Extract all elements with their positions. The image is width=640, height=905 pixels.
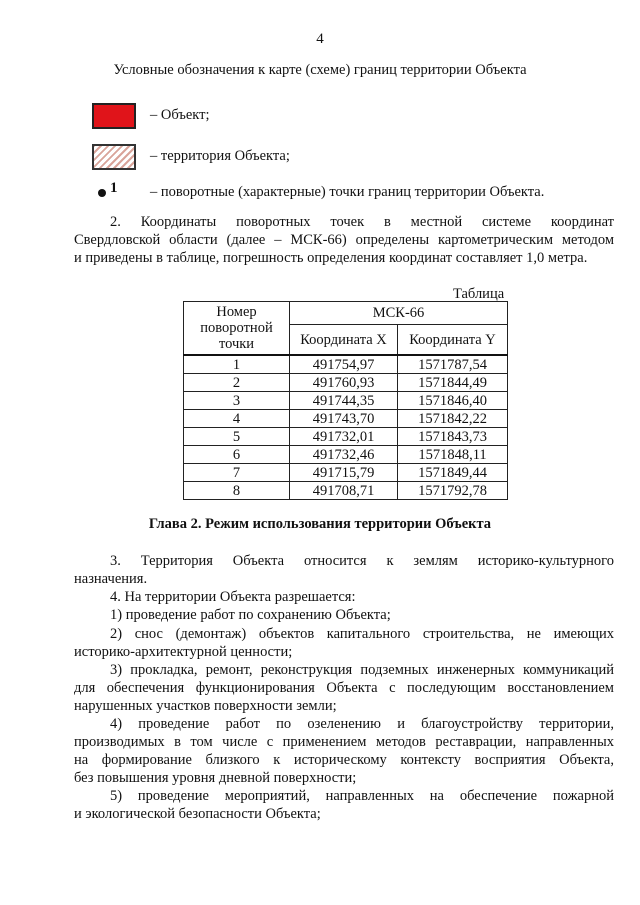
cell-y: 1571849,44 bbox=[398, 464, 508, 482]
cell-y: 1571842,22 bbox=[398, 410, 508, 428]
item4-line-2: производимых в том числе с применением методов реставрации, направленных bbox=[74, 734, 614, 750]
cell-number: 2 bbox=[184, 374, 290, 392]
item1: 1) проведение работ по сохранению Объекта; bbox=[110, 607, 391, 623]
cell-y: 1571787,54 bbox=[398, 355, 508, 374]
table-row bbox=[184, 428, 508, 446]
cell-x: 491715,79 bbox=[290, 464, 398, 482]
para4: 4. На территории Объекта разрешается: bbox=[110, 589, 356, 605]
cell-x: 491743,70 bbox=[290, 410, 398, 428]
item3-line-1: 3) прокладка, ремонт, реконструкция подземных инженерных коммуникаций bbox=[110, 662, 614, 678]
item3-line-2: для обеспечения функционирования Объекта с последующим восстановлением bbox=[74, 680, 614, 696]
cell-number: 5 bbox=[184, 428, 290, 446]
cell-number: 4 bbox=[184, 410, 290, 428]
table-row bbox=[184, 374, 508, 392]
item3-line-3: нарушенных участков поверхности земли; bbox=[74, 698, 337, 714]
page-number: 4 bbox=[316, 31, 324, 47]
chapter-title: Глава 2. Режим использования территории Объекта bbox=[148, 516, 492, 532]
cell-number: 3 bbox=[184, 392, 290, 410]
cell-x: 491754,97 bbox=[290, 355, 398, 374]
cell-number: 6 bbox=[184, 446, 290, 464]
item5-line-2: и экологической безопасности Объекта; bbox=[74, 806, 321, 822]
point-marker-label: 1 bbox=[110, 180, 118, 196]
cell-number: 7 bbox=[184, 464, 290, 482]
item2-line-2: историко-архитектурной ценности; bbox=[74, 644, 293, 660]
cell-x: 491708,71 bbox=[290, 482, 398, 500]
cell-x: 491732,01 bbox=[290, 428, 398, 446]
item4-line-4: без повышения уровня дневной поверхности; bbox=[74, 770, 357, 786]
section2-line-3: и приведены в таблице, погрешность определения координат составляет 1,0 метра. bbox=[74, 250, 588, 266]
coordinates-table bbox=[183, 301, 508, 500]
cell-y: 1571792,78 bbox=[398, 482, 508, 500]
territory-symbol bbox=[92, 144, 136, 170]
table-row bbox=[184, 464, 508, 482]
para3-line-1: 3. Территория Объекта относится к землям историко-культурного bbox=[110, 553, 614, 569]
section2-line-1: 2. Координаты поворотных точек в местной системе координат bbox=[110, 214, 614, 230]
table-row bbox=[184, 355, 508, 374]
table-row bbox=[184, 446, 508, 464]
cell-y: 1571848,11 bbox=[398, 446, 508, 464]
legend-heading: Условные обозначения к карте (схеме) границ территории Объекта bbox=[113, 62, 527, 78]
para3-line-2: назначения. bbox=[74, 571, 148, 587]
cell-y: 1571843,73 bbox=[398, 428, 508, 446]
legend-text-point: – поворотные (характерные) точки границ территории Объекта. bbox=[150, 184, 545, 200]
item5-line-1: 5) проведение мероприятий, направленных на обеспечение пожарной bbox=[110, 788, 614, 804]
point-marker-icon bbox=[98, 189, 106, 197]
legend-text-object: – Объект; bbox=[150, 107, 210, 123]
item4-line-1: 4) проведение работ по озеленению и благоустройству территории, bbox=[110, 716, 614, 732]
cell-x: 491744,35 bbox=[290, 392, 398, 410]
cell-number: 1 bbox=[184, 355, 290, 374]
cell-x: 491760,93 bbox=[290, 374, 398, 392]
table-row bbox=[184, 482, 508, 500]
cell-x: 491732,46 bbox=[290, 446, 398, 464]
item2-line-1: 2) снос (демонтаж) объектов капитального строительства, не имеющих bbox=[110, 626, 614, 642]
col-header-msk66: МСК-66 bbox=[290, 302, 508, 325]
legend-text-territory: – территория Объекта; bbox=[150, 148, 290, 164]
item4-line-3: на формирование близкого к историческому контексту восприятия Объекта, bbox=[74, 752, 614, 768]
col-header-x: Координата X bbox=[290, 325, 398, 355]
section2-line-2: Свердловской области (далее – МСК-66) определены картометрическим методом bbox=[74, 232, 614, 248]
object-symbol bbox=[92, 103, 136, 129]
table-caption: Таблица bbox=[453, 286, 505, 302]
table-row bbox=[184, 410, 508, 428]
cell-y: 1571846,40 bbox=[398, 392, 508, 410]
col-header-number: Номер поворотной точки bbox=[184, 302, 290, 356]
cell-y: 1571844,49 bbox=[398, 374, 508, 392]
col-header-y: Координата Y bbox=[398, 325, 508, 355]
cell-number: 8 bbox=[184, 482, 290, 500]
table-row bbox=[184, 392, 508, 410]
